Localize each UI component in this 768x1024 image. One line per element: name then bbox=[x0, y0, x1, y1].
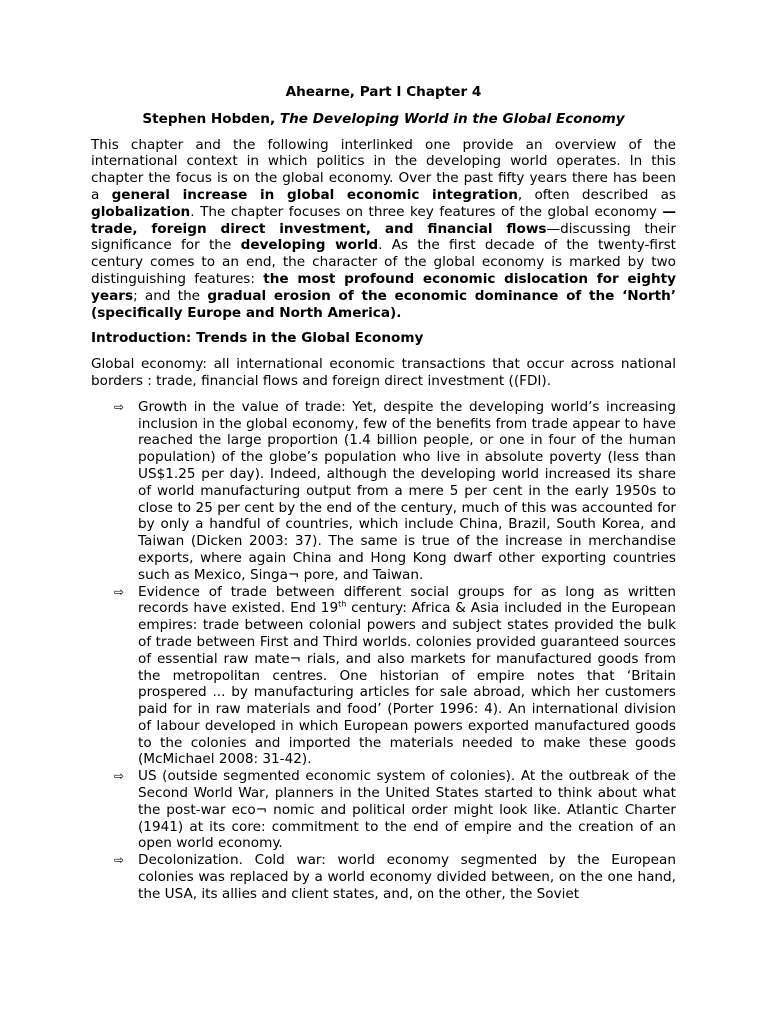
list-item-text: Decolonization. Cold war: world economy segmented by the European colonies was replaced by a world economy divided between, on the one hand, the USA, its allies and client states, and, on the other, the Soviet bbox=[138, 852, 676, 902]
list-item bbox=[91, 399, 676, 584]
arrow-bullet-icon: ⇨ bbox=[114, 584, 125, 599]
intro-text-6: ; and the bbox=[133, 287, 208, 304]
intro-text-4: —discussing their significance for the bbox=[91, 220, 676, 254]
document-header: Ahearne, Part I Chapter 4 bbox=[285, 84, 482, 100]
definition-paragraph: Global economy: all international economic transactions that occur across national borders : trade, financial flows and foreign direct investment ((FDI). bbox=[91, 356, 676, 389]
document-page bbox=[91, 84, 676, 903]
intro-text-2: , often described as bbox=[517, 186, 677, 203]
list-item-text: US (outside segmented economic system of colonies). At the outbreak of the Second World War, planners in the United States started to think about what the post-war eco¬ nomic and political order might look like. Atlantic Charter (1941) at its core: commitment to the end of empire and the creation of an open world economy. bbox=[138, 768, 676, 852]
bullet-list bbox=[91, 399, 676, 903]
book-title: The Developing World in the Global Economy bbox=[279, 110, 625, 127]
list-item-text-pre: Evidence of trade between different social groups for as long as written records have existed. End 19 bbox=[138, 583, 676, 617]
list-item bbox=[91, 768, 676, 852]
intro-bold-4: developing world bbox=[240, 237, 379, 254]
author-name: Stephen Hobden, bbox=[142, 110, 276, 127]
section-heading: Introduction: Trends in the Global Economy bbox=[91, 330, 424, 347]
intro-paragraph bbox=[91, 137, 676, 322]
intro-bold-6: gradual erosion of the economic dominance of the ‘North’ (specifically Europe and North America). bbox=[91, 287, 676, 321]
intro-bold-2: globalization bbox=[91, 203, 191, 220]
intro-text-5: . As the first decade of the twenty-first century comes to an end, the character of the global economy is marked by two distinguishing features: bbox=[91, 237, 676, 287]
arrow-bullet-icon: ⇨ bbox=[114, 399, 125, 414]
list-item-text bbox=[138, 584, 676, 768]
intro-bold-1: general increase in global economic integration bbox=[111, 186, 518, 203]
intro-bold-3: —trade, foreign direct investment, and financial flows bbox=[91, 203, 676, 237]
document-title bbox=[91, 111, 676, 128]
list-item bbox=[91, 584, 676, 769]
intro-bold-5: the most profound economic dislocation for eighty years bbox=[91, 270, 676, 304]
list-item-text-post: century: Africa & Asia included in the European empires: trade between colonial powers and subject states provided the bulk of trade between First and Third worlds. colonies provided guaranteed sources of essential raw mate¬ rials, and also markets for manufactured goods from the metropolitan centres. One historian of empire notes that ‘Britain prospered ... by manufacturing articles for sale abroad, which her customers paid for in raw materials and food’ (Porter 1996: 4). An international division of labour developed in which European powers exported manufactured goods to the colonies and imported the materials needed to make these goods (McMichael 2008: 31-42). bbox=[138, 600, 676, 768]
intro-text-3: . The chapter focuses on three key features of the global economy bbox=[190, 203, 663, 220]
arrow-bullet-icon: ⇨ bbox=[114, 769, 125, 784]
intro-text-1: This chapter and the following interlinked one provide an overview of the international context in which politics in the developing world operates. In this chapter the focus is on the global economy. Over the past fifty years there has been a bbox=[91, 136, 676, 203]
list-item-text: Growth in the value of trade: Yet, despite the developing world’s increasing inclusion in the global economy, few of the benefits from trade appear to have reached the large proportion (1.4 billion people, or one in four of the human population) of the globe’s population who live in absolute poverty (less than US$1.25 per day). Indeed, although the developing world increased its share of world manufacturing output from a mere 5 per cent in the early 1950s to close to 25 per cent by the end of the century, much of this was accounted for by only a handful of countries, which include China, Brazil, South Korea, and Taiwan (Dicken 2003: 37). The same is true of the increase in merchandise exports, where again China and Hong Kong dwarf other exporting countries such as Mexico, Singa¬ pore, and Taiwan. bbox=[138, 398, 676, 583]
list-item bbox=[91, 852, 676, 902]
arrow-bullet-icon: ⇨ bbox=[114, 853, 125, 868]
superscript: th bbox=[338, 599, 347, 609]
